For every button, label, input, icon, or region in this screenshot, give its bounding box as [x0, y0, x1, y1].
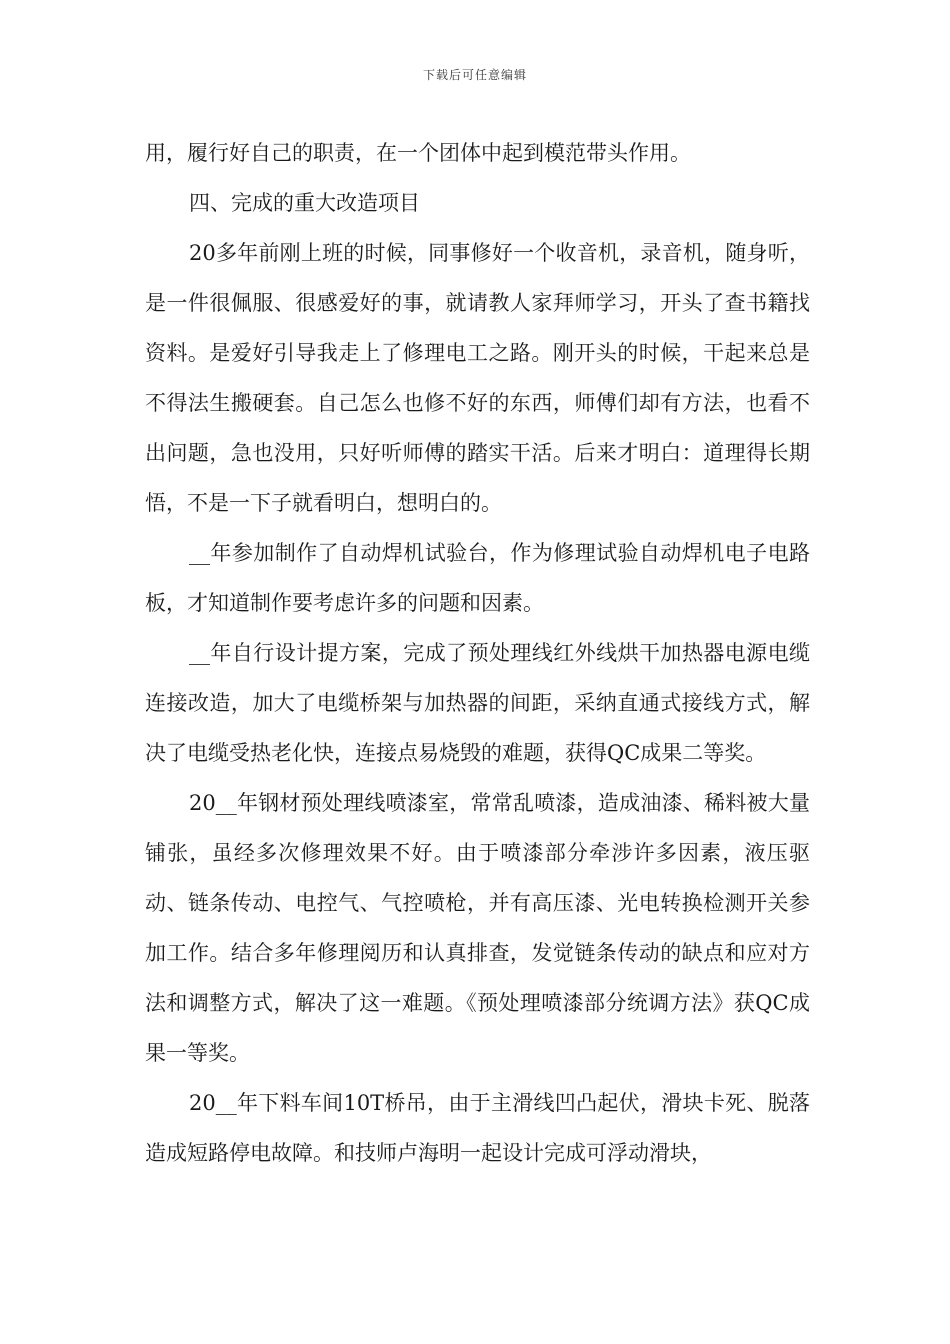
- paragraph: 20多年前刚上班的时候，同事修好一个收音机，录音机，随身听，是一件很佩服、很感爱好的事，就请教人家拜师学习，开头了查书籍找资料。是爱好引导我走上了修理电工之路。刚开头的时候，干起来总是不得法生搬硬套。自己怎么也修不好的东西，师傅们却有方法，也看不出问题，急也没用，只好听师傅的踏实干活。后来才明白：道理得长期悟，不是一下子就看明白，想明白的。: [145, 241, 810, 515]
- paragraph: 20__年下料车间10T桥吊，由于主滑线凹凸起伏，滑块卡死、脱落造成短路停电故障。和技师卢海明一起设计完成可浮动滑块，: [145, 1091, 810, 1165]
- paragraph: __年自行设计提方案，完成了预处理线红外线烘干加热器电源电缆连接改造，加大了电缆桥架与加热器的间距，采纳直通式接线方式，解决了电缆受热老化快，连接点易烧毁的难题，获得QC成果二等奖。: [145, 641, 810, 765]
- section-heading: 四、完成的重大改造项目: [189, 191, 420, 215]
- paragraph: 20__年钢材预处理线喷漆室，常常乱喷漆，造成油漆、稀料被大量铺张，虽经多次修理效果不好。由于喷漆部分牵涉许多因素，液压驱动、链条传动、电控气、气控喷枪，并有高压漆、光电转换检测开关参加工作。结合多年修理阅历和认真排查，发觉链条传动的缺点和应对方法和调整方式，解决了这一难题。《预处理喷漆部分统调方法》获QC成果一等奖。: [145, 791, 810, 1065]
- page-header: 下载后可任意编辑: [422, 68, 527, 82]
- paragraph-continuation: 用，履行好自己的职责，在一个团体中起到模范带头作用。: [145, 141, 691, 165]
- document-body: [145, 128, 810, 1178]
- paragraph: __年参加制作了自动焊机试验台，作为修理试验自动焊机电子电路板，才知道制作要考虑许多的问题和因素。: [145, 541, 810, 615]
